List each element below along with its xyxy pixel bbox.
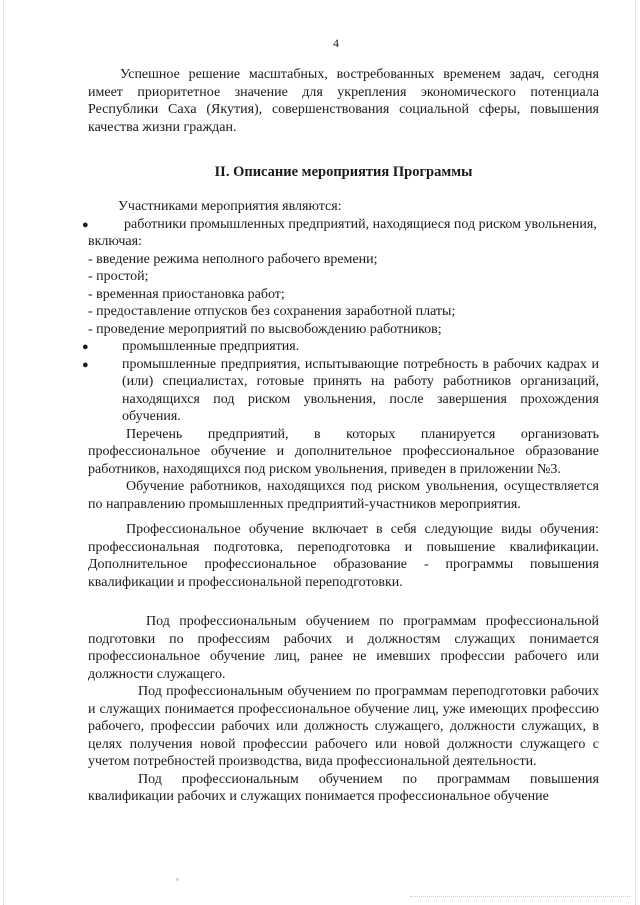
intro-paragraph	[88, 66, 599, 136]
participants-intro: Участниками мероприятия являются:	[118, 199, 342, 214]
paragraph-training-types: Профессиональное обучение включает в себя следующие виды обучения: профессиональная подготовка, переподготовка и повышение квалификации. Дополнительное профессиональное образование - программы повышения квалификации и профессиональной переподготовки.	[88, 522, 599, 590]
dash-item: - проведение мероприятий по высвобождению работников;	[88, 321, 442, 337]
bullet-icon: ●	[82, 358, 89, 371]
bullet-item-enterprises	[82, 338, 599, 356]
dash-item: - простой;	[88, 269, 149, 284]
dash-item: - предоставление отпусков без сохранения заработной платы;	[88, 304, 456, 319]
bullet-1-text: работники промышленных предприятий, находящиеся под риском увольнения, включая:	[88, 216, 597, 249]
bullet-icon: ●	[82, 218, 89, 231]
paragraph-definition-qualification: Под профессиональным обучением по программам повышения квалификации рабочих и служащих понимается профессиональное обучение	[88, 771, 599, 804]
scan-margin-left	[3, 0, 4, 905]
scan-bottom-edge	[410, 896, 630, 897]
paragraph-definition-retraining: Под профессиональным обучением по программам переподготовки рабочих и служащих понимается профессиональное обучение лиц, уже имеющих профессию рабочего, профессии рабочих или должность служащего, должности служащих, в целях получения новой профессии рабочего или новой должности служащего с учетом потребностей производства, вида профессиональной деятельности.	[88, 684, 599, 769]
bullet-item-workers	[82, 216, 599, 251]
bullet-2-text: промышленные предприятия.	[122, 339, 300, 354]
page-number: 4	[333, 36, 339, 50]
paragraph-definition-training: Под профессиональным обучением по программам профессиональной подготовки по профессиям рабочих и должностям служащих понимается профессиональное обучение лиц, ранее не имевших профессии рабочего или должности служащего.	[88, 614, 599, 682]
scan-speck	[176, 878, 179, 881]
section-heading: II. Описание мероприятия Программы	[214, 164, 473, 180]
scan-margin-right	[635, 0, 636, 905]
dash-item: - введение режима неполного рабочего времени;	[88, 251, 378, 267]
intro-paragraph-text: Успешное решение масштабных, востребованных временем задач, сегодня имеет приоритетное значение для укрепления экономического потенциала Республики Саха (Якутия), совершенствования социальной сферы, повышения качества жизни граждан.	[88, 67, 599, 135]
dash-item: - временная приостановка работ;	[88, 286, 285, 302]
spacer	[88, 591, 599, 613]
bullet-3-text: промышленные предприятия, испытывающие потребность в рабочих кадрах и (или) специалистах, готовые принять на работу работников организаций, находящихся под риском увольнения, после завершения прохождения обучения.	[122, 356, 599, 424]
participants-block	[82, 198, 599, 806]
bullet-icon: ●	[82, 341, 89, 353]
bullet-item-hiring-enterprises	[82, 356, 599, 426]
spacer	[88, 513, 599, 521]
paragraph-training-direction: Обучение работников, находящихся под риском увольнения, осуществляется по направлению промышленных предприятий-участников мероприятия.	[88, 479, 599, 512]
paragraph-enterprise-list: Перечень предприятий, в которых планируется организовать профессиональное обучение и дополнительное профессиональное образование работников, находящихся под риском увольнения, приведен в приложении №3.	[88, 426, 599, 477]
